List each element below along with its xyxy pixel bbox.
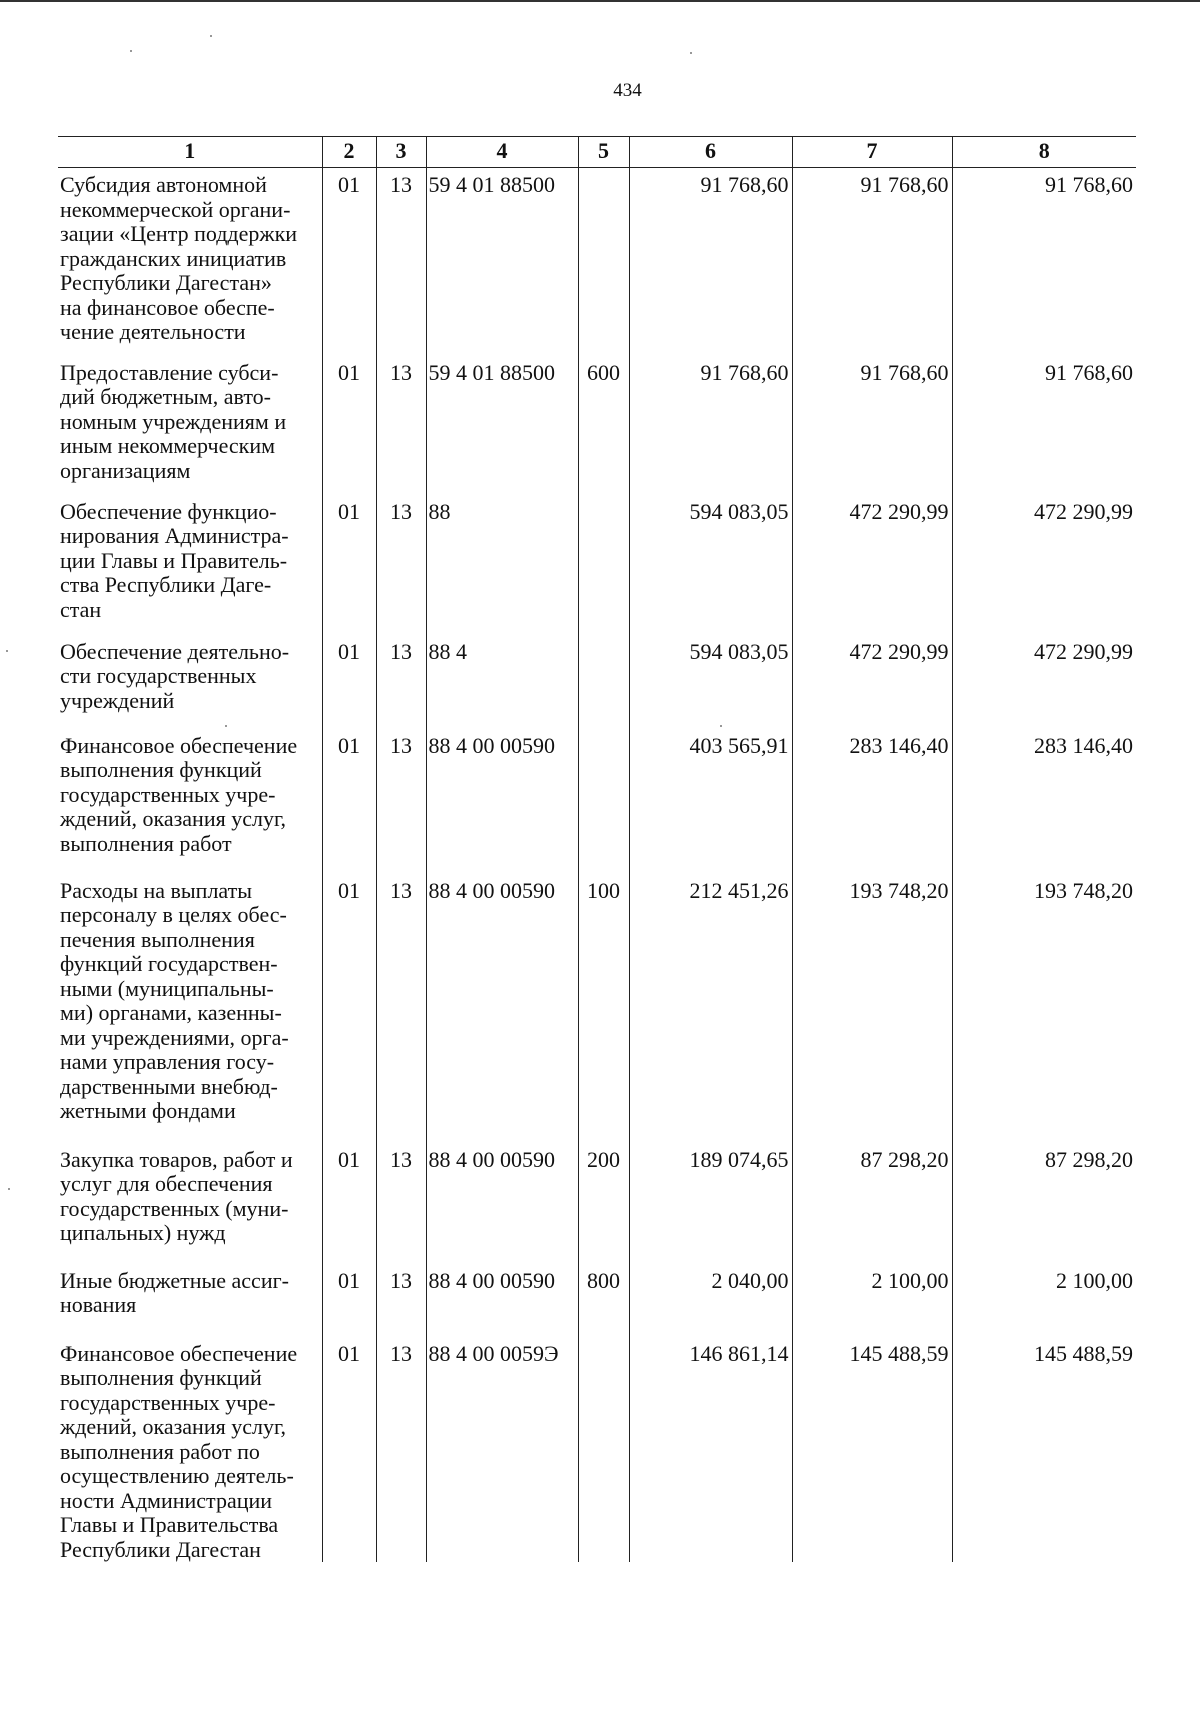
amount-col6-cell: 212 451,26 bbox=[629, 874, 792, 1143]
table-header-row bbox=[58, 137, 1136, 168]
amount-col7-cell: 91 768,60 bbox=[792, 356, 952, 495]
amount-col6-cell: 2 040,00 bbox=[629, 1264, 792, 1337]
target-article-cell: 59 4 01 88500 bbox=[426, 168, 578, 356]
target-article-cell: 88 4 bbox=[426, 635, 578, 729]
column-header-3: 3 bbox=[376, 137, 426, 168]
expense-name-cell: Обеспечение функцио- нирования Администра- ции Главы и Правитель- ства Республики Даге- стан bbox=[60, 498, 289, 622]
scan-speck bbox=[6, 650, 8, 652]
subsection-code-cell: 13 bbox=[376, 635, 426, 729]
expense-name-cell: Иные бюджетные ассиг- нования bbox=[60, 1267, 289, 1317]
target-article-cell: 88 4 00 00590 bbox=[426, 729, 578, 874]
column-header-7: 7 bbox=[792, 137, 952, 168]
target-article-cell: 88 4 00 0059Э bbox=[426, 1337, 578, 1563]
scan-speck bbox=[690, 52, 692, 54]
target-article-cell: 59 4 01 88500 bbox=[426, 356, 578, 495]
section-code-cell: 01 bbox=[322, 635, 376, 729]
section-code-cell: 01 bbox=[322, 168, 376, 356]
scan-speck bbox=[130, 50, 132, 52]
expense-type-cell bbox=[578, 1337, 629, 1563]
section-code-cell: 01 bbox=[322, 1143, 376, 1264]
amount-col8-cell: 472 290,99 bbox=[952, 635, 1136, 729]
table-row bbox=[58, 495, 1136, 635]
table-row bbox=[58, 356, 1136, 495]
table-row bbox=[58, 729, 1136, 874]
section-code-cell: 01 bbox=[322, 729, 376, 874]
expense-type-cell bbox=[578, 168, 629, 356]
table-row bbox=[58, 1337, 1136, 1563]
amount-col7-cell: 2 100,00 bbox=[792, 1264, 952, 1337]
scan-speck bbox=[210, 35, 212, 37]
table-row bbox=[58, 1143, 1136, 1264]
amount-col8-cell: 87 298,20 bbox=[952, 1143, 1136, 1264]
expense-type-cell bbox=[578, 729, 629, 874]
column-header-2: 2 bbox=[322, 137, 376, 168]
expense-name-cell: Субсидия автономной некоммерческой органи- зации «Центр поддержки гражданских инициатив Республики Дагестан» на финансовое обеспе- чение деятельности bbox=[60, 172, 298, 344]
table-row bbox=[58, 1264, 1136, 1337]
expense-name-cell: Финансовое обеспечение выполнения функций государственных учре- ждений, оказания услуг, выполнения работ по осуществлению деятель- ности Администрации Главы и Правительства Республики Дагестан bbox=[60, 1340, 298, 1562]
amount-col8-cell: 91 768,60 bbox=[952, 168, 1136, 356]
expense-name-cell: Обеспечение деятельно- сти государственных учреждений bbox=[60, 638, 290, 713]
amount-col7-cell: 472 290,99 bbox=[792, 635, 952, 729]
amount-col6-cell: 189 074,65 bbox=[629, 1143, 792, 1264]
scan-speck bbox=[720, 725, 722, 727]
subsection-code-cell: 13 bbox=[376, 729, 426, 874]
subsection-code-cell: 13 bbox=[376, 356, 426, 495]
amount-col8-cell: 145 488,59 bbox=[952, 1337, 1136, 1563]
expense-name-cell: Закупка товаров, работ и услуг для обеспечения государственных (муни- ципальных) нужд bbox=[60, 1146, 293, 1245]
scan-speck bbox=[8, 1188, 10, 1190]
expense-type-cell bbox=[578, 635, 629, 729]
amount-col6-cell: 146 861,14 bbox=[629, 1337, 792, 1563]
subsection-code-cell: 13 bbox=[376, 168, 426, 356]
amount-col7-cell: 472 290,99 bbox=[792, 495, 952, 635]
section-code-cell: 01 bbox=[322, 495, 376, 635]
table-row bbox=[58, 635, 1136, 729]
expense-name-cell: Предоставление субси- дий бюджетным, авто- номным учреждениям и иным некоммерческим организациям bbox=[60, 359, 287, 483]
subsection-code-cell: 13 bbox=[376, 1337, 426, 1563]
table-row bbox=[58, 874, 1136, 1143]
amount-col6-cell: 91 768,60 bbox=[629, 168, 792, 356]
amount-col8-cell: 472 290,99 bbox=[952, 495, 1136, 635]
amount-col6-cell: 594 083,05 bbox=[629, 495, 792, 635]
column-header-4: 4 bbox=[426, 137, 578, 168]
expense-type-cell: 100 bbox=[578, 874, 629, 1143]
amount-col6-cell: 91 768,60 bbox=[629, 356, 792, 495]
amount-col6-cell: 594 083,05 bbox=[629, 635, 792, 729]
section-code-cell: 01 bbox=[322, 1337, 376, 1563]
amount-col8-cell: 91 768,60 bbox=[952, 356, 1136, 495]
page-number: 434 bbox=[613, 80, 642, 101]
amount-col8-cell: 283 146,40 bbox=[952, 729, 1136, 874]
target-article-cell: 88 4 00 00590 bbox=[426, 874, 578, 1143]
amount-col8-cell: 193 748,20 bbox=[952, 874, 1136, 1143]
subsection-code-cell: 13 bbox=[376, 1264, 426, 1337]
amount-col6-cell: 403 565,91 bbox=[629, 729, 792, 874]
section-code-cell: 01 bbox=[322, 874, 376, 1143]
column-header-1: 1 bbox=[58, 137, 322, 168]
section-code-cell: 01 bbox=[322, 356, 376, 495]
expense-type-cell: 800 bbox=[578, 1264, 629, 1337]
amount-col7-cell: 91 768,60 bbox=[792, 168, 952, 356]
amount-col7-cell: 87 298,20 bbox=[792, 1143, 952, 1264]
budget-table bbox=[58, 136, 1136, 1562]
subsection-code-cell: 13 bbox=[376, 1143, 426, 1264]
expense-type-cell bbox=[578, 495, 629, 635]
section-code-cell: 01 bbox=[322, 1264, 376, 1337]
subsection-code-cell: 13 bbox=[376, 495, 426, 635]
target-article-cell: 88 4 00 00590 bbox=[426, 1143, 578, 1264]
expense-type-cell: 600 bbox=[578, 356, 629, 495]
target-article-cell: 88 4 00 00590 bbox=[426, 1264, 578, 1337]
amount-col7-cell: 193 748,20 bbox=[792, 874, 952, 1143]
expense-name-cell: Финансовое обеспечение выполнения функций государственных учре- ждений, оказания услуг, выполнения работ bbox=[60, 732, 298, 856]
target-article-cell: 88 bbox=[426, 495, 578, 635]
expense-name-cell: Расходы на выплаты персоналу в целях обес- печения выполнения функций государствен- ными (муниципальны- ми) органами, казенны- ми учреждениями, орга- нами управления госу- дарственными внебюд- жетными фондами bbox=[60, 877, 289, 1123]
expense-type-cell: 200 bbox=[578, 1143, 629, 1264]
amount-col7-cell: 145 488,59 bbox=[792, 1337, 952, 1563]
subsection-code-cell: 13 bbox=[376, 874, 426, 1143]
column-header-5: 5 bbox=[578, 137, 629, 168]
table-row bbox=[58, 168, 1136, 356]
amount-col8-cell: 2 100,00 bbox=[952, 1264, 1136, 1337]
column-header-6: 6 bbox=[629, 137, 792, 168]
amount-col7-cell: 283 146,40 bbox=[792, 729, 952, 874]
scan-speck bbox=[225, 725, 227, 727]
scan-top-border bbox=[0, 0, 1200, 2]
column-header-8: 8 bbox=[952, 137, 1136, 168]
